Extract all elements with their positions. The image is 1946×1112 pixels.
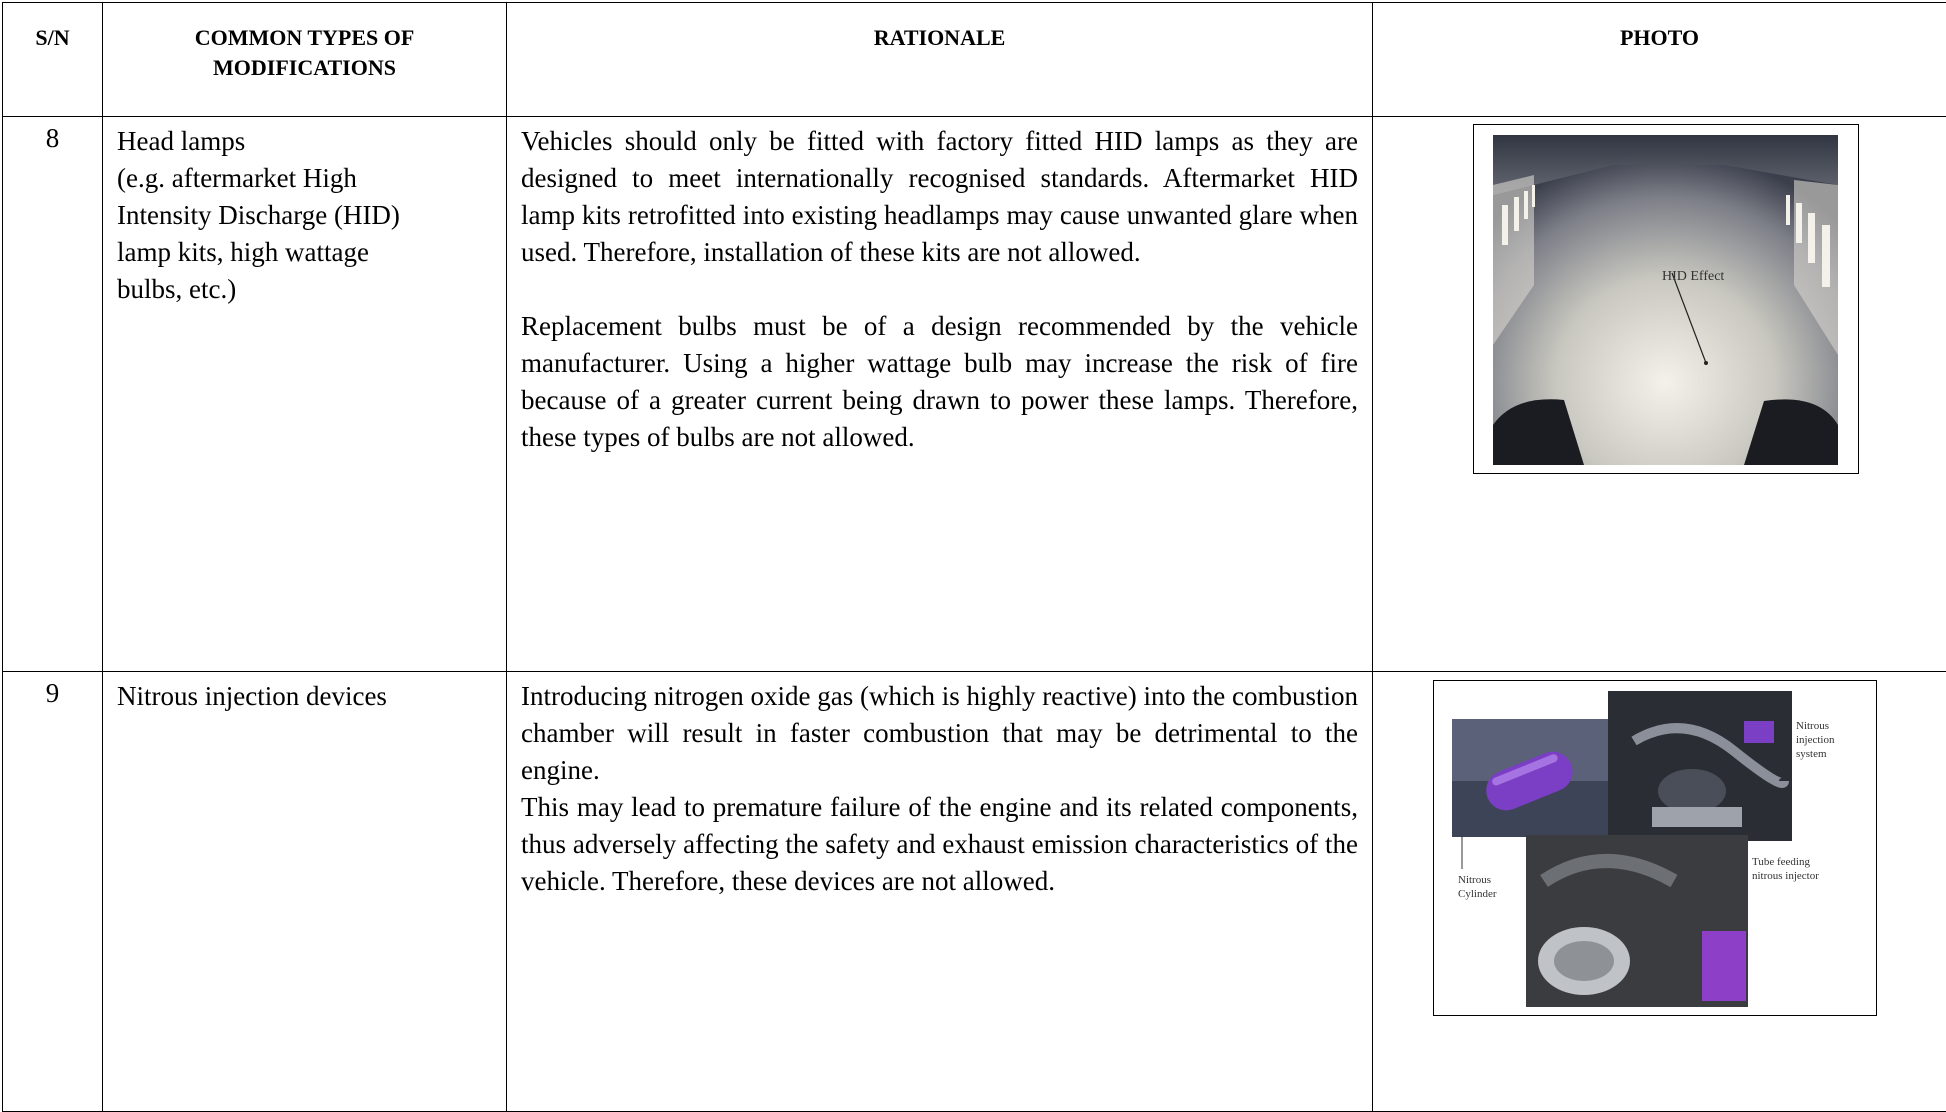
hid-effect-label: HID Effect [1662, 269, 1724, 284]
rationale-paragraph: Replacement bulbs must be of a design recommended by the vehicle manufacturer. Using a higher wattage bulb may increase the risk of fire because of a greater current being drawn to power these lamps. Therefore, these types of bulbs are not allowed. [521, 308, 1358, 456]
row-sn: 9 [3, 672, 103, 1112]
photo-cell [1373, 117, 1946, 672]
type-line: lamp kits, high wattage [117, 234, 494, 271]
nitrous-cylinder-label: Nitrous [1458, 874, 1491, 886]
rationale-text [507, 117, 1373, 672]
modification-type [103, 672, 507, 1112]
rationale-paragraph: Introducing nitrogen oxide gas (which is highly reactive) into the combustion chamber will result in faster combustion that may be detrimental to the engine. [521, 678, 1358, 789]
nitrous-system-label: injection [1796, 734, 1835, 746]
rationale-paragraph: Vehicles should only be fitted with factory fitted HID lamps as they are designed to meet internationally recognised standards. Aftermarket HID lamp kits retrofitted into existing headlamps may cause unwanted glare when used. Therefore, installation of these kits are not allowed. [521, 123, 1358, 271]
type-line: Intensity Discharge (HID) [117, 197, 494, 234]
modifications-table [2, 2, 1946, 1112]
table-row [3, 117, 1946, 672]
type-line: (e.g. aftermarket High [117, 160, 494, 197]
rationale-paragraph: This may lead to premature failure of the engine and its related components, thus adversely affecting the safety and exhaust emission characteristics of the vehicle. Therefore, these devices are not allowed. [521, 789, 1358, 900]
header-type: COMMON TYPES OF MODIFICATIONS [103, 3, 507, 117]
table-header-row [3, 3, 1946, 117]
rationale-text [507, 672, 1373, 1112]
tube-feeding-label: nitrous injector [1752, 870, 1819, 882]
nitrous-system-photo [1433, 680, 1877, 1016]
nitrous-system-label: Nitrous [1796, 720, 1829, 732]
row-sn: 8 [3, 117, 103, 672]
nitrous-system-label: system [1796, 748, 1827, 760]
tube-feeding-label: Tube feeding [1752, 856, 1810, 868]
photo-cell [1373, 672, 1946, 1112]
header-photo: PHOTO [1373, 3, 1946, 117]
type-line: Head lamps [117, 123, 494, 160]
modification-type [103, 117, 507, 672]
type-line: Nitrous injection devices [117, 678, 494, 715]
hid-effect-photo [1473, 124, 1859, 474]
header-rationale: RATIONALE [507, 3, 1373, 117]
table-row [3, 672, 1946, 1112]
header-sn: S/N [3, 3, 103, 117]
nitrous-cylinder-label: Cylinder [1458, 888, 1497, 900]
type-line: bulbs, etc.) [117, 271, 494, 308]
hid-road-illustration [1474, 125, 1858, 473]
nitrous-collage-illustration [1434, 681, 1876, 1015]
